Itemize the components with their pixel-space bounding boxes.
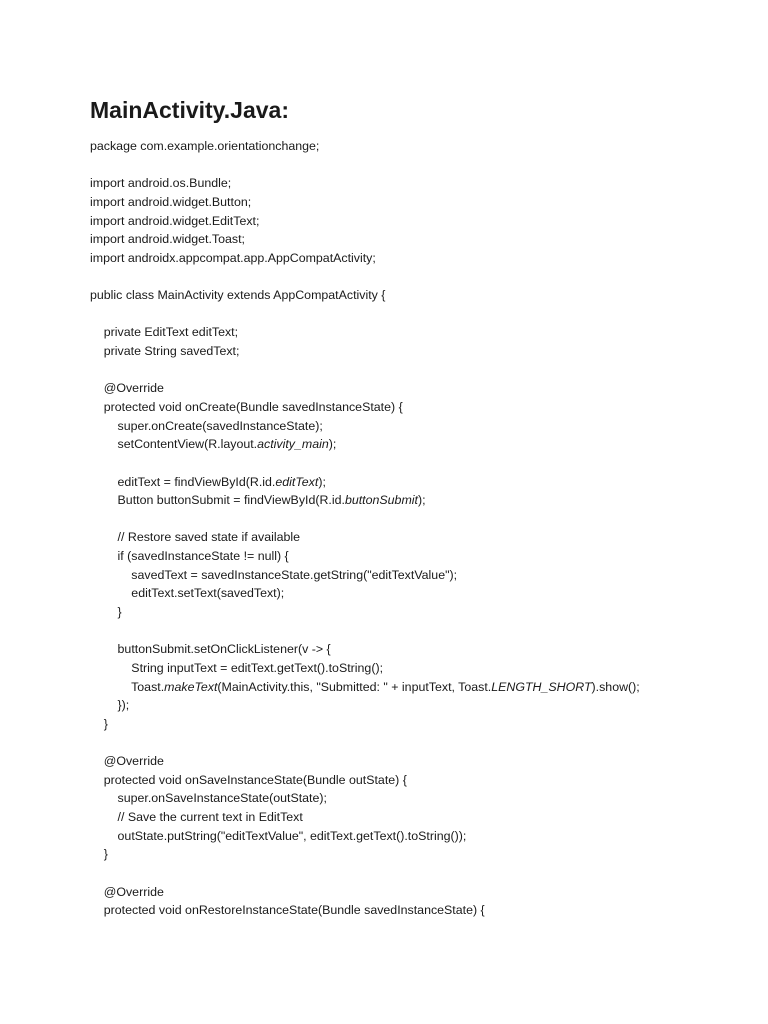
code-line xyxy=(90,771,750,790)
code-line xyxy=(90,342,750,361)
code-line xyxy=(90,230,750,249)
code-segment: } xyxy=(90,716,108,731)
code-segment: }); xyxy=(90,698,130,713)
code-segment: ); xyxy=(318,474,326,489)
code-line xyxy=(90,659,750,678)
code-segment: import android.widget.EditText; xyxy=(90,213,260,228)
code-segment: import android.os.Bundle; xyxy=(90,176,232,191)
blank-line xyxy=(90,156,750,175)
code-segment: // Restore saved state if available xyxy=(90,530,301,545)
code-segment: @Override xyxy=(90,381,164,396)
code-segment: editText.setText(savedText); xyxy=(90,586,285,601)
code-segment: import android.widget.Button; xyxy=(90,194,252,209)
code-line xyxy=(90,398,750,417)
code-segment: protected void onCreate(Bundle savedInstanceState) { xyxy=(90,399,403,414)
document-title: MainActivity.Java: xyxy=(90,97,289,123)
code-segment: @Override xyxy=(90,754,164,769)
blank-line xyxy=(90,734,750,753)
code-line xyxy=(90,845,750,864)
code-line xyxy=(90,715,750,734)
code-segment: if (savedInstanceState != null) { xyxy=(90,549,289,564)
code-block xyxy=(90,137,750,920)
code-line xyxy=(90,528,750,547)
code-segment: private String savedText; xyxy=(90,344,240,359)
blank-line xyxy=(90,454,750,473)
code-segment: outState.putString("editTextValue", editText.getText().toString()); xyxy=(90,828,467,843)
code-segment: public class MainActivity extends AppCompatActivity { xyxy=(90,288,386,303)
code-segment: @Override xyxy=(90,884,164,899)
code-line xyxy=(90,547,750,566)
code-line xyxy=(90,566,750,585)
code-italic-segment: activity_main xyxy=(257,437,329,452)
code-line xyxy=(90,640,750,659)
blank-line xyxy=(90,267,750,286)
code-segment: protected void onRestoreInstanceState(Bundle savedInstanceState) { xyxy=(90,903,485,918)
code-segment: package com.example.orientationchange; xyxy=(90,139,320,153)
code-line xyxy=(90,827,750,846)
code-segment: ); xyxy=(417,493,426,508)
blank-line xyxy=(90,864,750,883)
code-line xyxy=(90,883,750,902)
code-line xyxy=(90,212,750,231)
code-line xyxy=(90,584,750,603)
code-segment: ); xyxy=(328,437,337,452)
code-segment: } xyxy=(90,605,122,620)
code-segment: Toast. xyxy=(90,679,165,694)
code-segment: savedText = savedInstanceState.getString("editTextValue"); xyxy=(90,567,458,582)
code-segment: ).show(); xyxy=(591,679,640,694)
code-line xyxy=(90,249,750,268)
code-segment: super.onSaveInstanceState(outState); xyxy=(90,791,327,806)
code-line xyxy=(90,286,750,305)
code-segment: Button buttonSubmit = findViewById(R.id. xyxy=(90,493,345,508)
code-line xyxy=(90,174,750,193)
code-line xyxy=(90,417,750,436)
code-segment: private EditText editText; xyxy=(90,325,239,340)
code-line xyxy=(90,473,750,492)
blank-line xyxy=(90,622,750,641)
code-segment: protected void onSaveInstanceState(Bundle outState) { xyxy=(90,772,407,787)
code-segment: import androidx.appcompat.app.AppCompatActivity; xyxy=(90,250,376,265)
code-line xyxy=(90,491,750,510)
blank-line xyxy=(90,305,750,324)
code-line xyxy=(90,193,750,212)
blank-line xyxy=(90,361,750,380)
code-line xyxy=(90,435,750,454)
code-line xyxy=(90,789,750,808)
code-italic-segment: buttonSubmit xyxy=(344,493,418,508)
code-segment: setContentView(R.layout. xyxy=(90,437,258,452)
code-line xyxy=(90,696,750,715)
code-line xyxy=(90,752,750,771)
blank-line xyxy=(90,510,750,529)
code-line xyxy=(90,678,750,697)
code-segment: buttonSubmit.setOnClickListener(v -> { xyxy=(90,642,331,657)
code-segment: // Save the current text in EditText xyxy=(90,810,303,825)
code-line xyxy=(90,137,750,156)
code-italic-segment: makeText xyxy=(164,679,218,694)
code-italic-segment: LENGTH_SHORT xyxy=(491,679,592,694)
code-line xyxy=(90,901,750,920)
code-line xyxy=(90,323,750,342)
code-segment: super.onCreate(savedInstanceState); xyxy=(90,418,323,433)
code-line xyxy=(90,808,750,827)
code-segment: editText = findViewById(R.id. xyxy=(90,474,276,489)
code-line xyxy=(90,379,750,398)
code-segment: String inputText = editText.getText().toString(); xyxy=(90,660,384,675)
code-italic-segment: editText xyxy=(275,474,319,489)
code-segment: } xyxy=(90,847,108,862)
code-segment: (MainActivity.this, "Submitted: " + inputText, Toast. xyxy=(217,679,492,694)
code-segment: import android.widget.Toast; xyxy=(90,232,245,247)
code-line xyxy=(90,603,750,622)
